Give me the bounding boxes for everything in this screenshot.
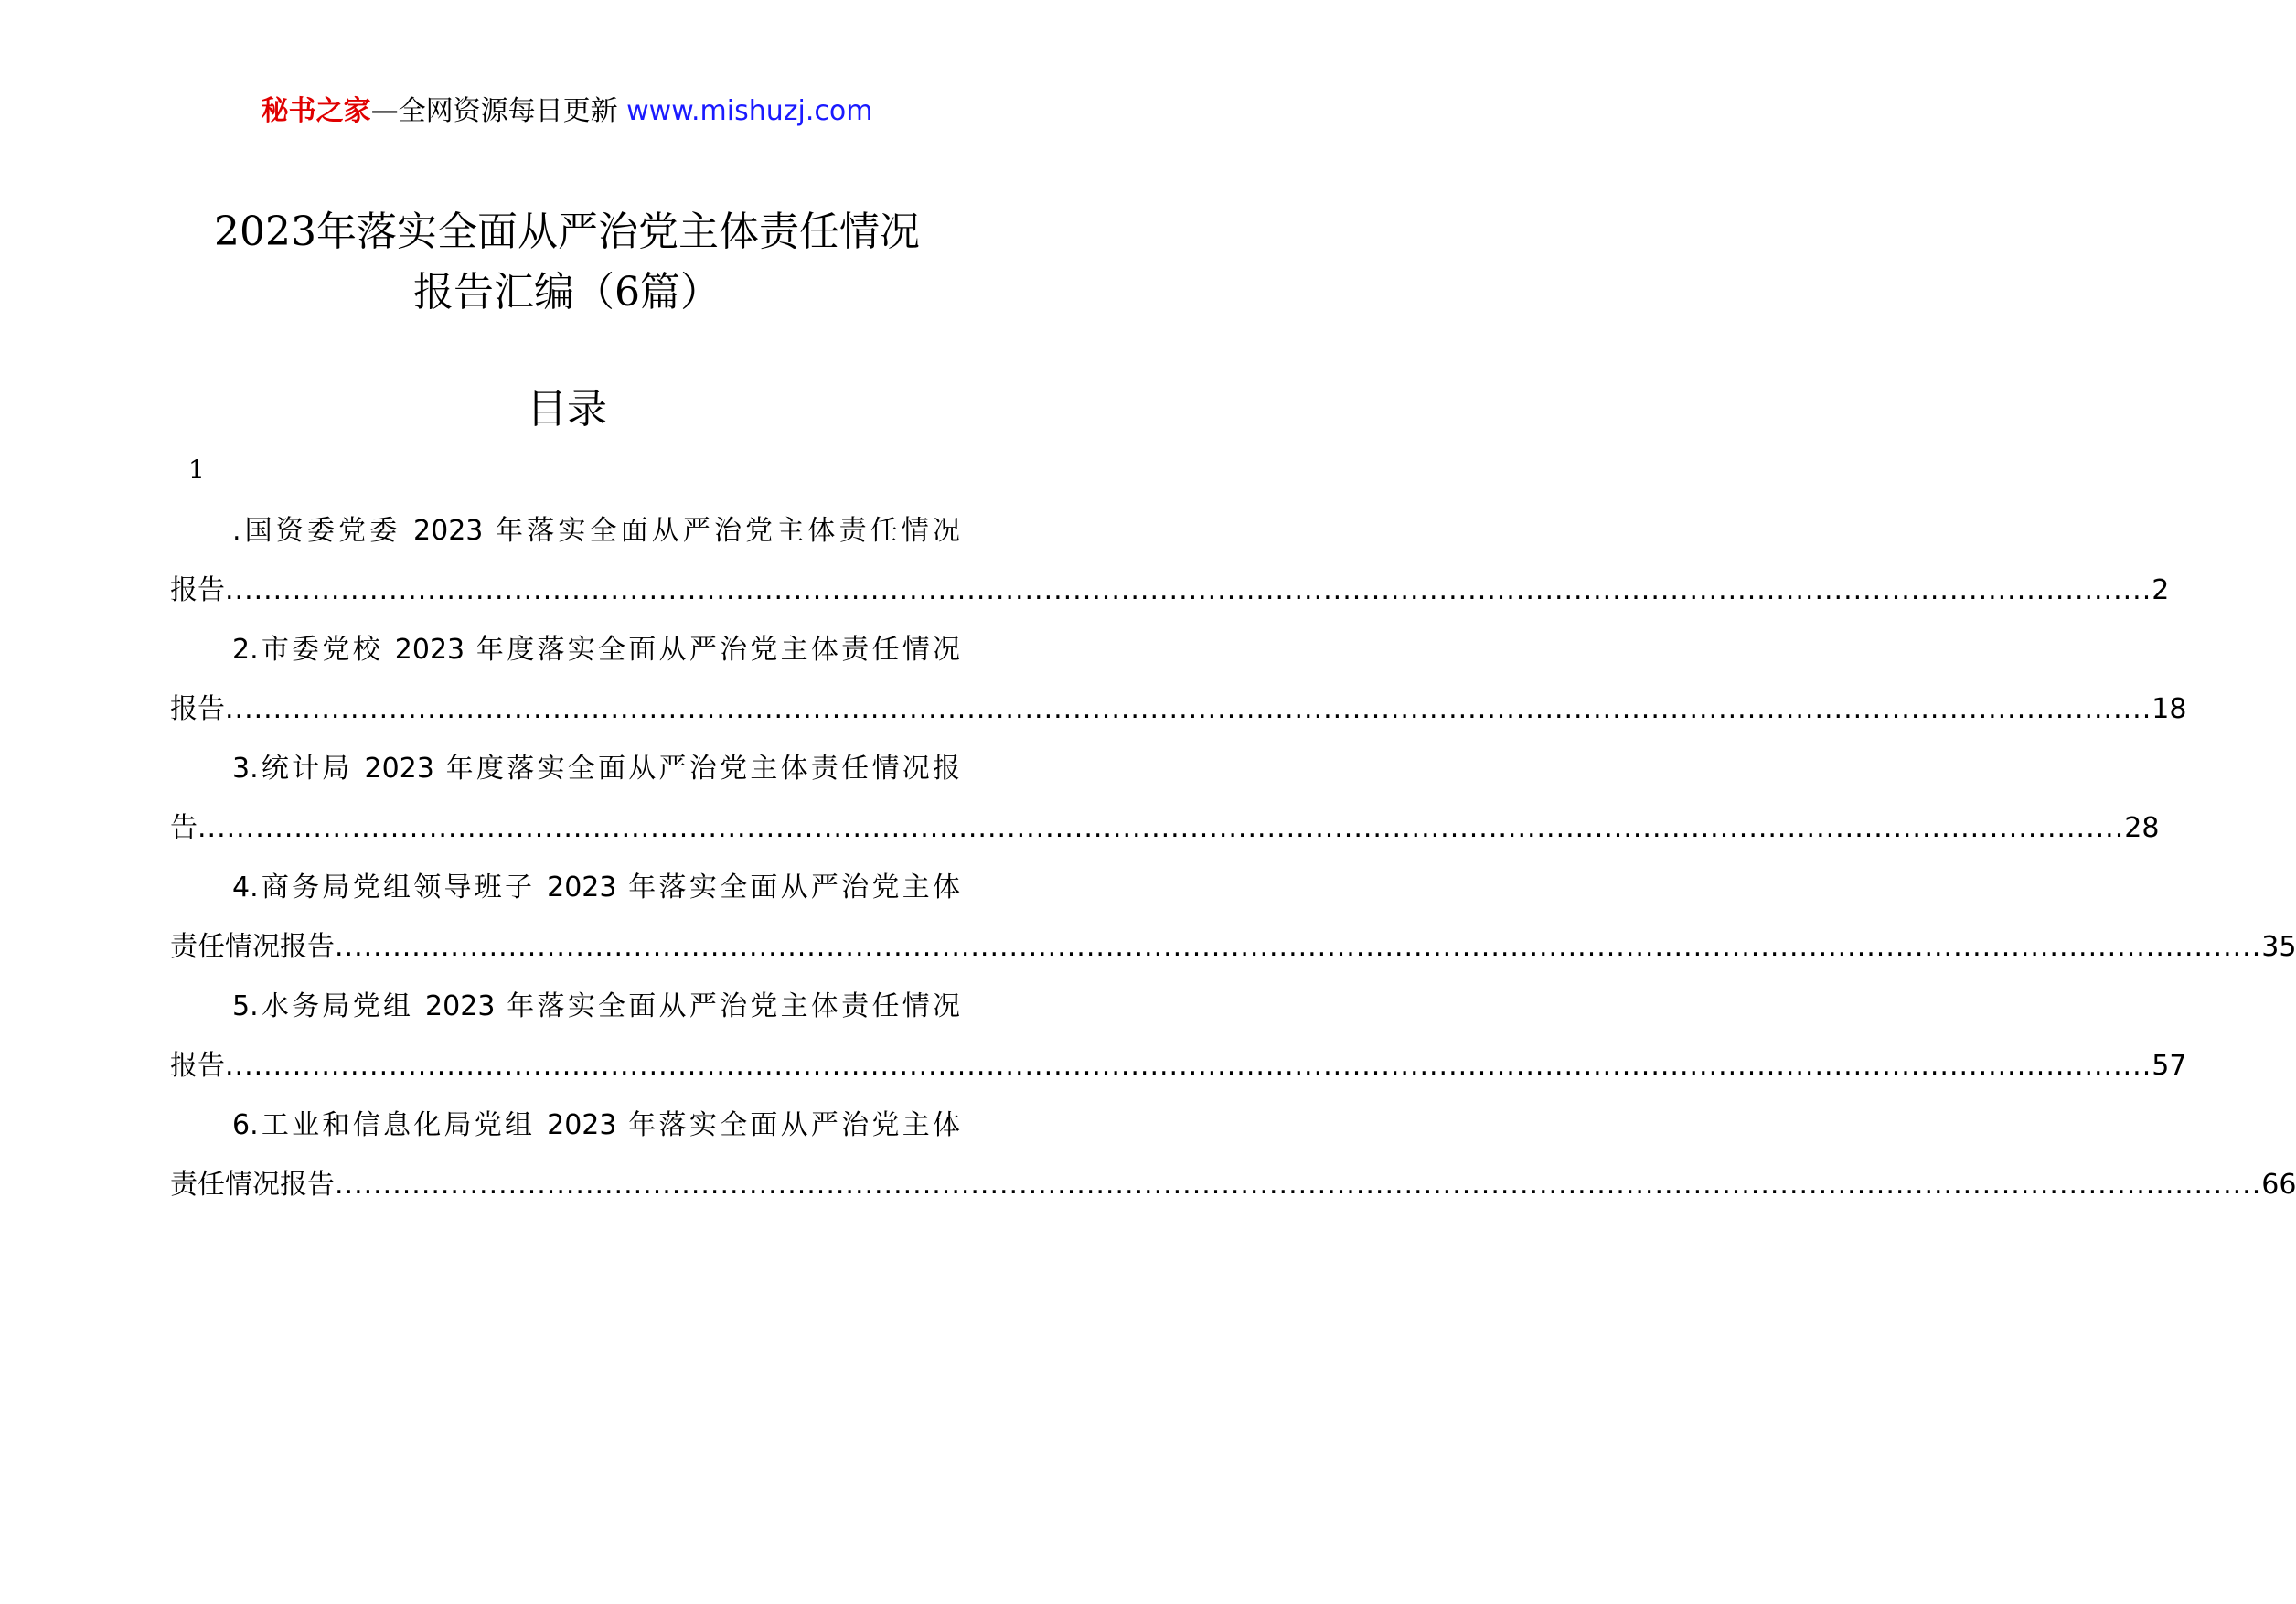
toc-entry-6[interactable] xyxy=(170,1096,2296,1214)
toc-entry-5[interactable] xyxy=(170,977,2187,1096)
toc-entry-title: 2.市委党校 2023 年度落实全面从严治党主体责任情况 xyxy=(232,634,960,666)
toc-entry-page: 18 xyxy=(2152,693,2187,725)
table-of-contents xyxy=(170,501,2296,1214)
toc-entry-page: 35 xyxy=(2261,931,2296,963)
toc-entry-title-continued: 责任情况报告 xyxy=(170,1169,335,1201)
toc-leader-dots: ........................................................................................................................................................................................................ xyxy=(335,931,2262,963)
toc-entry-page: 2 xyxy=(2152,574,2170,606)
toc-leader-dots: ........................................................................................................................................................................................................ xyxy=(335,1169,2262,1201)
toc-entry-4[interactable] xyxy=(170,858,2296,977)
toc-leader-dots: ........................................................................................................................................................................................................ xyxy=(225,1050,2152,1082)
toc-entry-title: 6.工业和信息化局党组 2023 年落实全面从严治党主体 xyxy=(232,1109,960,1141)
page-number: 1 xyxy=(188,454,205,485)
site-tagline: —全网资源每日更新 xyxy=(370,95,627,127)
toc-entry-page: 28 xyxy=(2124,812,2160,844)
toc-entry-title-continued: 告 xyxy=(170,812,198,844)
toc-entry-title-continued: 责任情况报告 xyxy=(170,931,335,963)
toc-entry-title: 3.统计局 2023 年度落实全面从严治党主体责任情况报 xyxy=(232,753,960,785)
toc-entry-title: .国资委党委 2023 年落实全面从严治党主体责任情况 xyxy=(232,515,960,547)
toc-leader-dots: ........................................................................................................................................................................................................ xyxy=(225,693,2152,725)
toc-entry-1[interactable] xyxy=(170,501,2170,620)
toc-entry-title-continued: 报告 xyxy=(170,574,225,606)
brand-name: 秘书之家 xyxy=(261,95,371,127)
toc-entry-title: 5.水务局党组 2023 年落实全面从严治党主体责任情况 xyxy=(232,990,960,1022)
site-url-link[interactable]: www.mishuzj.com xyxy=(626,95,873,127)
toc-heading: 目录 xyxy=(527,386,607,433)
site-header xyxy=(0,93,1134,130)
toc-entry-title-continued: 报告 xyxy=(170,693,225,725)
toc-entry-page: 57 xyxy=(2152,1050,2187,1082)
toc-leader-dots: ........................................................................................................................................................................................................ xyxy=(198,812,2125,844)
toc-entry-3[interactable] xyxy=(170,739,2160,858)
document-title-line-1: 2023年落实全面从严治党主体责任情况 xyxy=(214,209,920,255)
toc-entry-2[interactable] xyxy=(170,620,2187,739)
toc-leader-dots: ........................................................................................................................................................................................................ xyxy=(225,574,2152,606)
toc-entry-page: 66 xyxy=(2261,1169,2296,1201)
document-title-line-2: 报告汇编（6篇） xyxy=(413,269,721,315)
toc-entry-title: 4.商务局党组领导班子 2023 年落实全面从严治党主体 xyxy=(232,872,960,904)
toc-entry-title-continued: 报告 xyxy=(170,1050,225,1082)
